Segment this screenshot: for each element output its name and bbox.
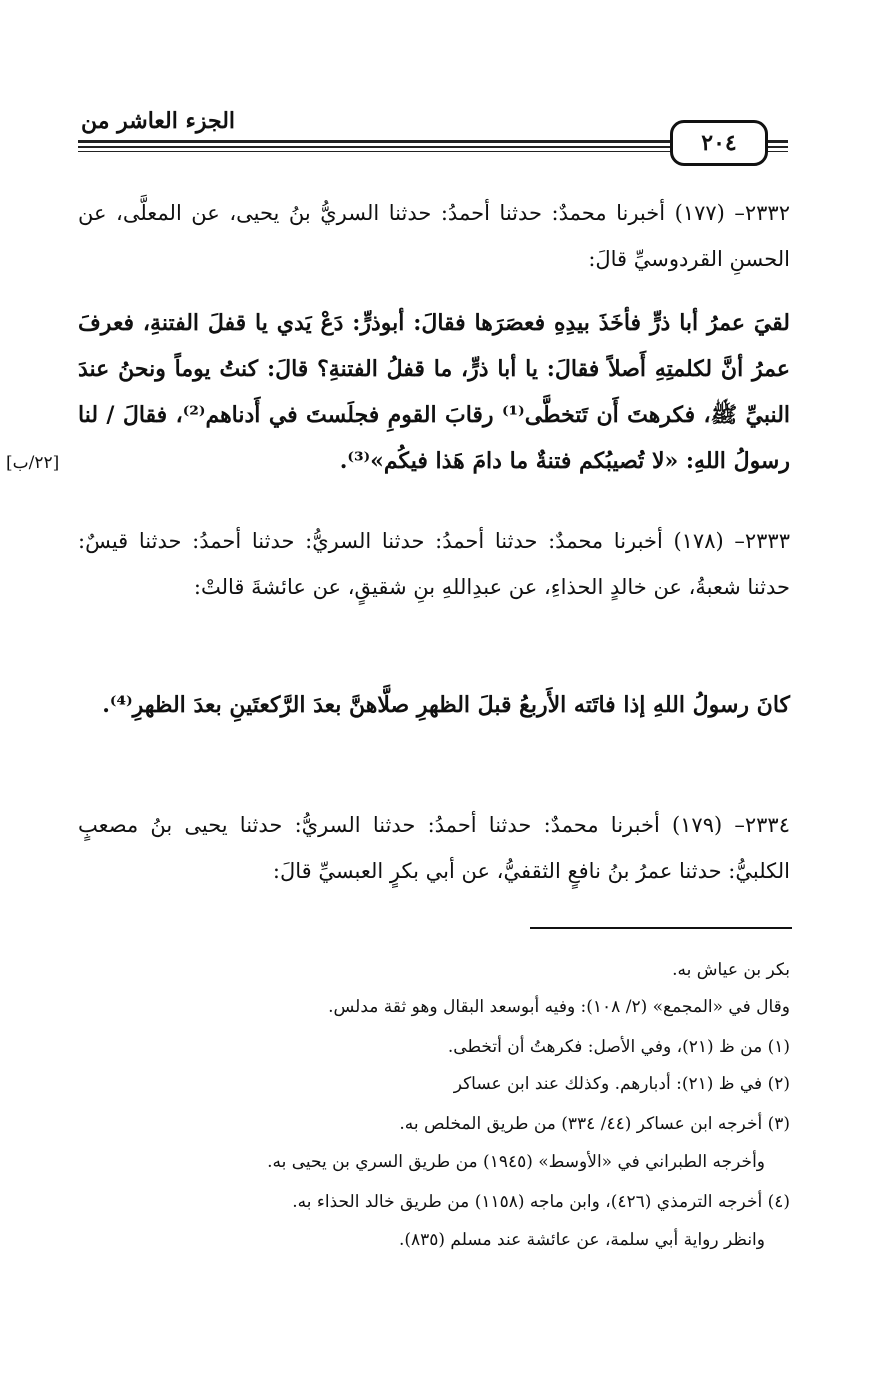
footnote-line: (٢) في ظ (٢١): أدبارهم. وكذلك عند ابن عساكر [453, 1074, 790, 1094]
footnote-line: وقال في «المجمع» (٢/ ١٠٨): وفيه أبوسعد البقال وهو ثقة مدلس. [328, 997, 790, 1017]
running-title: الجزء العاشر من [80, 108, 236, 134]
footnote-line: وأخرجه الطبراني في «الأوسط» (١٩٤٥) من طريق السري بن يحيى به. [267, 1152, 765, 1172]
footnote-separator [530, 927, 792, 929]
hadith-chain-2332: ٢٣٣٢– (١٧٧) أخبرنا محمدٌ: حدثنا أحمدُ: حدثنا السريُّ بنُ يحيى، عن المعلَّى، عن الحسنِ القردوسيِّ قالَ: [78, 201, 790, 271]
manuscript-folio-marker: [٢٢/ب] [6, 453, 60, 473]
hadith-text-2332: لقيَ عمرُ أبا ذرٍّ فأخَذَ بيدِهِ فعصَرَها فقالَ: أبوذرٍّ: دَعْ يَدي يا قفلَ الفتنةِ، فعرفَ عمرُ أنَّ لكلمتِهِ أَصلاً فقالَ: يا أبا ذرٍّ، ما قفلُ الفتنةِ؟ قالَ: كنتُ يوماً ونحنُ عندَ النبيِّ ﷺ، فكرهتَ أَن تَتخطَّى⁽¹⁾ رقابَ القومِ فجلَستَ في أَدناهم⁽²⁾، فقالَ / لنا رسولُ اللهِ: «لا تُصيبُكم فتنةٌ ما دامَ هَذا فيكُم»⁽³⁾. [78, 310, 791, 474]
hadith-chain-2334: ٢٣٣٤– (١٧٩) أخبرنا محمدٌ: حدثنا أحمدُ: حدثنا السريُّ: حدثنا يحيى بنُ مصعبٍ الكلبيُّ: حدثنا عمرُ بنُ نافعٍ الثقفيُّ، عن أبي بكرٍ العبسيِّ قالَ: [78, 813, 790, 883]
footnote-line: بكر بن عياش به. [672, 960, 790, 980]
footnote-line: (٣) أخرجه ابن عساكر (٤٤/ ٣٣٤) من طريق المخلص به. [399, 1114, 790, 1134]
hadith-chain-2333: ٢٣٣٣– (١٧٨) أخبرنا محمدٌ: حدثنا أحمدُ: حدثنا السريُّ: حدثنا أحمدُ: حدثنا قيسٌ: حدثنا شعبةُ، عن خالدٍ الحذاءِ، عن عبدِاللهِ بنِ شقيقٍ، عن عائشةَ قالتْ: [78, 529, 790, 599]
footnote-line: (٤) أخرجه الترمذي (٤٢٦)، وابن ماجه (١١٥٨) من طريق خالد الحذاء به. [292, 1192, 790, 1212]
footnote-line: (١) من ظ (٢١)، وفي الأصل: فكرهتُ أن أتخطى. [447, 1037, 790, 1057]
footnote-line: وانظر رواية أبي سلمة، عن عائشة عند مسلم (٨٣٥). [398, 1230, 765, 1250]
hadith-text-2333: كانَ رسولُ اللهِ إذا فاتَته الأَربعُ قبلَ الظهرِ صلَّاهنَّ بعدَ الرَّكعتَينِ بعدَ الظهرِ⁽⁴⁾. [102, 692, 790, 718]
page-number: ٢٠٤ [670, 120, 768, 166]
